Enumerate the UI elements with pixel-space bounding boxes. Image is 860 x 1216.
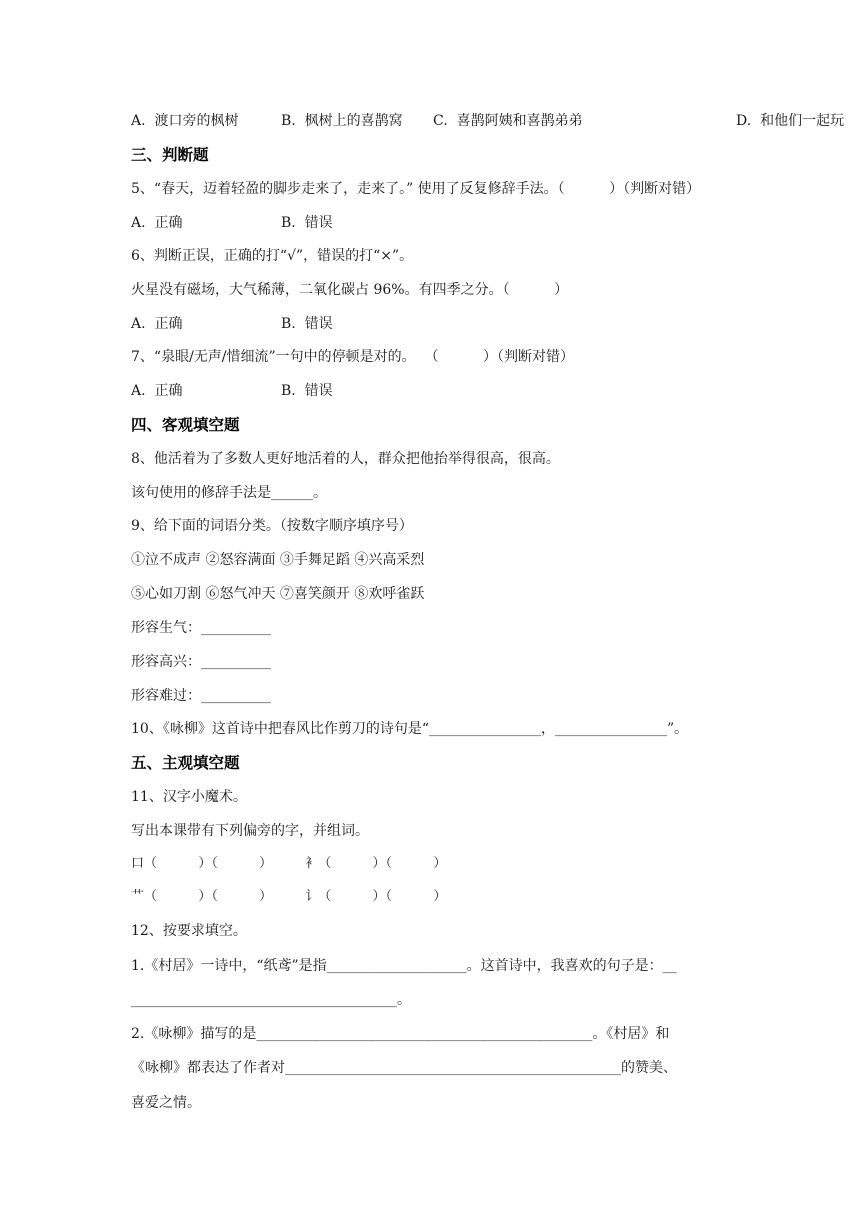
question-11-radicals-row-1: 口（ ）（ ） 衤（ ）（ ） (131, 856, 447, 871)
question-10: 10、《咏柳》这首诗中把春风比作剪刀的诗句是“________________，________________”。 (131, 721, 689, 737)
question-8-blank: 该句使用的修辞手法是______。 (131, 485, 327, 501)
q7-option-b: B. 错误 (281, 383, 333, 399)
question-11: 11、汉字小魔术。 (131, 789, 247, 805)
question-12-line-3: 2.《咏柳》描写的是________________________________________________。《村居》和 (131, 1026, 670, 1042)
question-9: 9、给下面的词语分类。（按数字顺序填序号） (131, 518, 413, 534)
section-title-judgement: 三、判断题 (131, 145, 209, 164)
question-11-instruction: 写出本课带有下列偏旁的字，并组词。 (131, 823, 369, 839)
q4-option-c: C. 喜鹊阿姨和喜鹊弟弟 (433, 113, 583, 129)
question-5: 5、“春天，迈着轻盈的脚步走来了，走来了。” 使用了反复修辞手法。（ ）（判断对错） (131, 181, 701, 197)
section-title-subjective-fill: 五、主观填空题 (131, 753, 240, 772)
q4-option-a: A. 渡口旁的枫树 (131, 113, 239, 129)
q4-option-d: D. 和他们一起玩 (736, 113, 845, 129)
question-8: 8、他活着为了多数人更好地活着的人，群众把他抬举得很高，很高。 (131, 451, 560, 467)
q5-option-a: A. 正确 (131, 215, 183, 231)
q6-option-b: B. 错误 (281, 316, 333, 332)
question-9-angry-blank: 形容生气：__________ (131, 620, 271, 636)
q4-option-b: B. 枫树上的喜鹊窝 (281, 113, 403, 129)
question-12-line-5: 喜爱之情。 (131, 1095, 201, 1111)
question-12-line-2: ______________________________________。 (131, 992, 411, 1008)
question-6-statement: 火星没有磁场，大气稀薄，二氧化碳占 96%。有四季之分。（ ） (131, 282, 569, 298)
q6-option-a: A. 正确 (131, 316, 183, 332)
question-9-happy-blank: 形容高兴：__________ (131, 654, 271, 670)
q5-option-b: B. 错误 (281, 215, 333, 231)
question-9-sad-blank: 形容难过：__________ (131, 688, 271, 704)
question-9-words-row-2: ⑤心如刀割 ⑥怒气冲天 ⑦喜笑颜开 ⑧欢呼雀跃 (131, 586, 425, 602)
question-12: 12、按要求填空。 (131, 923, 247, 939)
question-9-words-row-1: ①泣不成声 ②怒容满面 ③手舞足蹈 ④兴高采烈 (131, 552, 425, 568)
section-title-objective-fill: 四、客观填空题 (131, 415, 240, 434)
question-6: 6、判断正误，正确的打“√”，错误的打“×”。 (131, 248, 414, 264)
question-12-line-4: 《咏柳》都表达了作者对________________________________________________的赞美、 (131, 1060, 677, 1076)
question-7: 7、“泉眼/无声/惜细流”一句中的停顿是对的。 （ ）（判断对错） (131, 349, 575, 365)
q7-option-a: A. 正确 (131, 383, 183, 399)
question-11-radicals-row-2: 艹（ ）（ ） 讠（ ）（ ） (131, 889, 447, 904)
question-12-line-1: 1.《村居》一诗中，“纸鸢”是指____________________。这首诗中，我喜欢的句子是：__ (131, 958, 677, 974)
